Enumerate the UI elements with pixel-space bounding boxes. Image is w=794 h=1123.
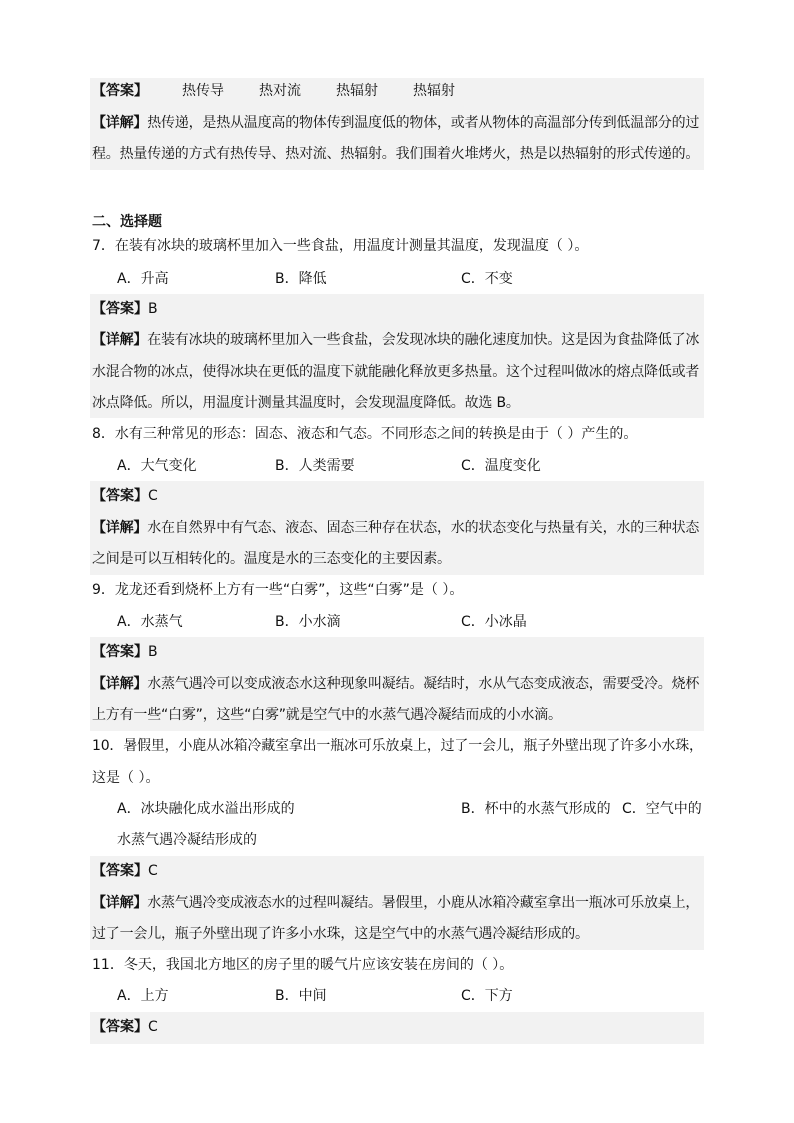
q6-answer-line [92,81,148,101]
q9-detail-line-1: 【详解】水蒸气遇冷可以变成液态水这种现象叫凝结。凝结时，水从气态变成液态，需要受冷。烧杯 [92,676,700,692]
q10-answer: C [148,863,158,879]
answer-label: 【答案】 [92,83,148,99]
q6-answer-1: 热传导 [182,83,224,99]
answer-label: 【答案】 [92,1019,148,1035]
q6-detail-line-1: 【详解】热传递，是热从温度高的物体传到温度低的物体，或者从物体的高温部分传到低温部分的过 [92,115,700,131]
q9-option-a: A．水蒸气 [117,614,183,630]
q6-answer-4: 热辐射 [413,83,455,99]
q8-detail-line-1: 【详解】水在自然界中有气态、液态、固态三种存在状态，水的状态变化与热量有关，水的三种状态 [92,520,700,536]
q8-option-a: A．大气变化 [117,458,197,474]
q8-answer: C [148,488,158,504]
answer-label: 【答案】 [92,301,148,317]
q9-option-c: C．小冰晶 [461,614,527,630]
q10-option-b: B．杯中的水蒸气形成的 [461,801,611,817]
detail-label: 【详解】 [92,520,148,536]
q11-answer-line [92,1017,158,1037]
q7-option-c: C．不变 [461,271,513,287]
q10-stem-line-2: 这是（ ）。 [92,770,160,786]
detail-label: 【详解】 [92,895,148,911]
q10-stem-line-1: 10．暑假里，小鹿从冰箱冷藏室拿出一瓶冰可乐放桌上，过了一会儿，瓶子外壁出现了许多小水珠， [92,738,703,754]
q10-detail-line-1: 【详解】水蒸气遇冷变成液态水的过程叫凝结。暑假里，小鹿从冰箱冷藏室拿出一瓶冰可乐放桌上， [92,895,700,911]
q11-option-c: C．下方 [461,988,513,1004]
q7-detail-line-1: 【详解】在装有冰块的玻璃杯里加入一些食盐，会发现冰块的融化速度加快。这是因为食盐降低了冰 [92,332,700,348]
q10-option-a: A．冰块融化成水溢出形成的 [117,801,295,817]
q8-answer-line [92,486,158,506]
q6-answer-2: 热对流 [259,83,301,99]
detail-label: 【详解】 [92,332,148,348]
q10-option-c-wrap: 水蒸气遇冷凝结形成的 [117,832,257,848]
q8-option-b: B．人类需要 [275,458,355,474]
q9-stem: 9．龙龙还看到烧杯上方有一些“白雾”，这些“白雾”是（ ）。 [92,582,464,598]
q7-detail-line-3: 冰点降低。所以，用温度计测量其温度时，会发现温度降低。故选 B。 [92,395,520,411]
q10-option-c: C．空气中的 [622,801,702,817]
q11-option-b: B．中间 [275,988,327,1004]
q11-option-a: A．上方 [117,988,169,1004]
q11-stem: 11．冬天，我国北方地区的房子里的暖气片应该安装在房间的（ ）。 [92,957,514,973]
detail-label: 【详解】 [92,115,148,131]
q7-stem: 7．在装有冰块的玻璃杯里加入一些食盐，用温度计测量其温度，发现温度（ ）。 [92,238,589,254]
q10-answer-line [92,861,158,881]
q9-detail-line-2: 上方有一些“白雾”，这些“白雾”就是空气中的水蒸气遇冷凝结而成的小水滴。 [92,707,562,723]
q8-stem: 8．水有三种常见的形态：固态、液态和气态。不同形态之间的转换是由于（ ）产生的。 [92,426,638,442]
q9-answer-line [92,642,158,662]
answer-label: 【答案】 [92,644,148,660]
q7-answer-line [92,299,158,319]
q7-answer: B [148,301,158,317]
q9-answer: B [148,644,158,660]
q11-answer: C [148,1019,158,1035]
q7-detail-line-2: 水混合物的冰点，使得冰块在更低的温度下就能融化释放更多热量。这个过程叫做冰的熔点降低或者 [92,364,700,380]
q7-option-b: B．降低 [275,271,327,287]
q11-answer-box [90,1012,704,1044]
q9-option-b: B．小水滴 [275,614,341,630]
section-title: 二、选择题 [92,214,162,230]
answer-label: 【答案】 [92,488,148,504]
q6-detail-line-2: 程。热量传递的方式有热传导、热对流、热辐射。我们围着火堆烤火，热是以热辐射的形式传递的。 [92,146,700,162]
q6-answer-3: 热辐射 [336,83,378,99]
q7-option-a: A．升高 [117,271,169,287]
q8-detail-line-2: 之间是可以互相转化的。温度是水的三态变化的主要因素。 [92,551,451,567]
answer-label: 【答案】 [92,863,148,879]
q10-detail-line-2: 过了一会儿，瓶子外壁出现了许多小水珠，这是空气中的水蒸气遇冷凝结形成的。 [92,926,589,942]
q8-option-c: C．温度变化 [461,458,541,474]
detail-label: 【详解】 [92,676,148,692]
